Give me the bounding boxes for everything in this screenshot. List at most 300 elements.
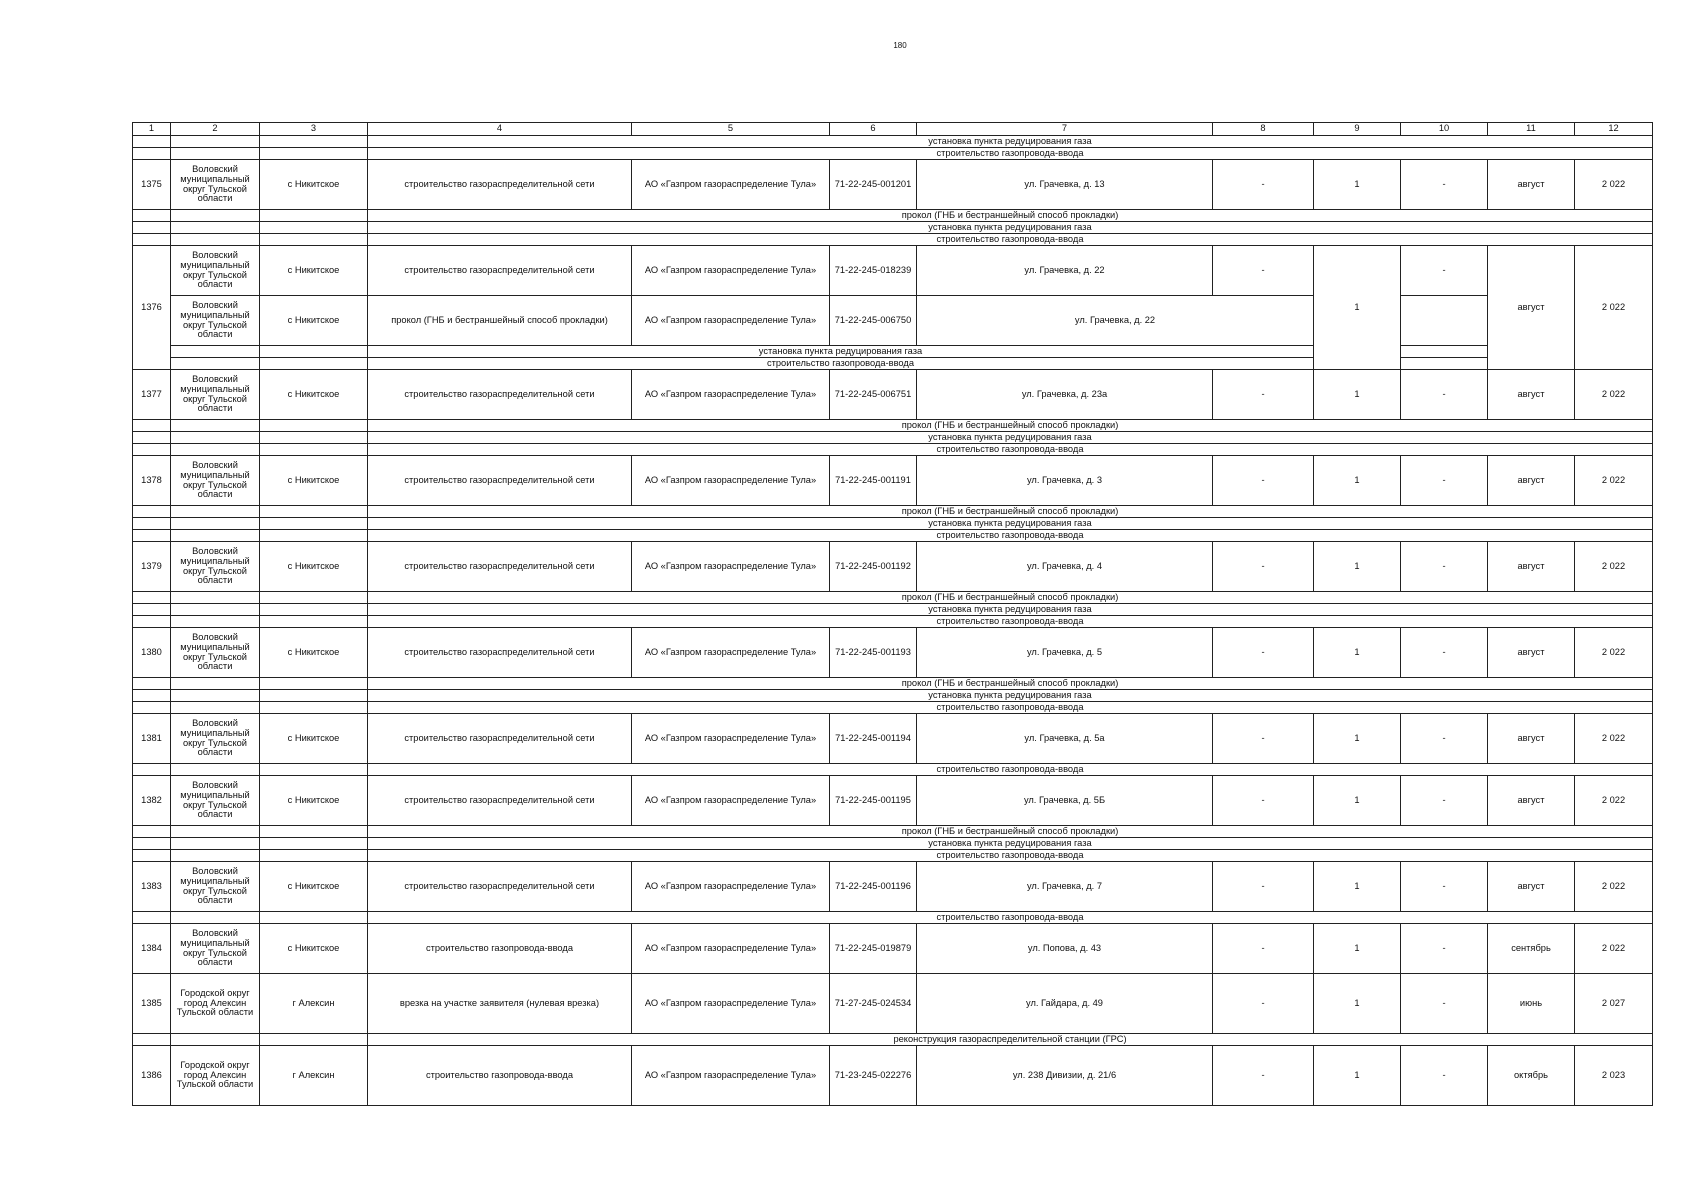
empty-cell (171, 604, 260, 616)
empty-cell (1401, 358, 1488, 370)
cell-col10: - (1401, 776, 1488, 826)
cell-col9: 1 (1314, 542, 1401, 592)
cell-col2: Воловский муниципальный округ Тульской области (171, 776, 260, 826)
cell-col1: 1380 (133, 628, 171, 678)
subitem-text: прокол (ГНБ и бестраншейный способ прокладки) (368, 592, 1653, 604)
cell-col6: 71-22-245-001195 (830, 776, 917, 826)
header-cell: 6 (830, 123, 917, 136)
cell-col1: 1378 (133, 456, 171, 506)
empty-cell (133, 678, 171, 690)
cell-col5: АО «Газпром газораспределение Тула» (632, 296, 830, 346)
empty-cell (171, 148, 260, 160)
empty-cell (171, 826, 260, 838)
subitem-text: строительство газопровода-ввода (368, 530, 1653, 542)
empty-cell (171, 210, 260, 222)
cell-col5: АО «Газпром газораспределение Тула» (632, 776, 830, 826)
empty-cell (260, 678, 368, 690)
cell-col6: 71-22-245-001194 (830, 714, 917, 764)
empty-cell (133, 136, 171, 148)
subitem-text: установка пункта редуцирования газа (368, 518, 1653, 530)
subitem-text: реконструкция газораспределительной станции (ГРС) (368, 1034, 1653, 1046)
cell-col6: 71-22-245-006750 (830, 296, 917, 346)
subitem-row (133, 592, 1653, 604)
empty-cell (260, 702, 368, 714)
cell-col4: строительство газораспределительной сети (368, 862, 632, 912)
cell-col3: с Никитское (260, 542, 368, 592)
subitem-text: установка пункта редуцирования газа (368, 690, 1653, 702)
cell-col9: 1 (1314, 974, 1401, 1034)
cell-col10: - (1401, 1046, 1488, 1106)
subitem-text: установка пункта редуцирования газа (368, 838, 1653, 850)
subitem-row (133, 518, 1653, 530)
cell-col9: 1 (1314, 924, 1401, 974)
empty-cell (133, 838, 171, 850)
cell-col1: 1376 (133, 246, 171, 370)
empty-cell (133, 518, 171, 530)
empty-cell (171, 616, 260, 628)
subitem-row (133, 358, 1653, 370)
empty-cell (260, 420, 368, 432)
empty-cell (1401, 346, 1488, 358)
cell-col1: 1386 (133, 1046, 171, 1106)
table-row (133, 974, 1653, 1034)
cell-col7: ул. Грачевка, д. 7 (917, 862, 1213, 912)
empty-cell (133, 420, 171, 432)
empty-cell (260, 690, 368, 702)
subitem-text: прокол (ГНБ и бестраншейный способ прокладки) (368, 678, 1653, 690)
subitem-row (133, 616, 1653, 628)
empty-cell (171, 678, 260, 690)
cell-col1: 1383 (133, 862, 171, 912)
subitem-row (133, 912, 1653, 924)
cell-col7: ул. Грачевка, д. 5а (917, 714, 1213, 764)
subitem-row (133, 702, 1653, 714)
cell-col8: - (1213, 628, 1314, 678)
table-row (133, 714, 1653, 764)
header-cell: 9 (1314, 123, 1401, 136)
cell-col12: 2 022 (1575, 714, 1653, 764)
cell-col1: 1377 (133, 370, 171, 420)
subitem-row (133, 420, 1653, 432)
cell-col9: 1 (1314, 246, 1401, 370)
cell-col6: 71-23-245-022276 (830, 1046, 917, 1106)
subitem-text: строительство газопровода-ввода (368, 234, 1653, 246)
subitem-text: прокол (ГНБ и бестраншейный способ прокладки) (368, 210, 1653, 222)
subitem-row (133, 444, 1653, 456)
empty-cell (171, 420, 260, 432)
cell-col11: август (1488, 776, 1575, 826)
cell-col1: 1379 (133, 542, 171, 592)
cell-col4: строительство газораспределительной сети (368, 542, 632, 592)
cell-col3: с Никитское (260, 296, 368, 346)
cell-col9: 1 (1314, 862, 1401, 912)
header-cell: 3 (260, 123, 368, 136)
header-cell: 2 (171, 123, 260, 136)
subitem-text: строительство газопровода-ввода (368, 358, 1314, 370)
cell-col2: Воловский муниципальный округ Тульской области (171, 714, 260, 764)
empty-cell (133, 912, 171, 924)
header-cell: 7 (917, 123, 1213, 136)
cell-col7: ул. Грачевка, д. 22 (917, 296, 1314, 346)
cell-col11: август (1488, 628, 1575, 678)
cell-col4: строительство газораспределительной сети (368, 776, 632, 826)
header-row (133, 123, 1653, 136)
empty-cell (260, 210, 368, 222)
table-row (133, 296, 1653, 346)
table-row (133, 160, 1653, 210)
cell-col4: строительство газораспределительной сети (368, 456, 632, 506)
subitem-text: строительство газопровода-ввода (368, 148, 1653, 160)
header-cell: 5 (632, 123, 830, 136)
subitem-row (133, 136, 1653, 148)
cell-col7: ул. Грачевка, д. 5Б (917, 776, 1213, 826)
cell-col11: август (1488, 370, 1575, 420)
subitem-row (133, 604, 1653, 616)
subitem-row (133, 222, 1653, 234)
cell-col7: ул. Грачевка, д. 22 (917, 246, 1213, 296)
empty-cell (133, 1034, 171, 1046)
empty-cell (133, 764, 171, 776)
table-row (133, 246, 1653, 296)
empty-cell (133, 210, 171, 222)
subitem-row (133, 1034, 1653, 1046)
empty-cell (260, 432, 368, 444)
cell-col9: 1 (1314, 714, 1401, 764)
cell-col2: Воловский муниципальный округ Тульской области (171, 542, 260, 592)
empty-cell (260, 616, 368, 628)
cell-col5: АО «Газпром газораспределение Тула» (632, 1046, 830, 1106)
subitem-text: прокол (ГНБ и бестраншейный способ прокладки) (368, 506, 1653, 518)
cell-col12: 2 022 (1575, 246, 1653, 370)
cell-col8: - (1213, 542, 1314, 592)
empty-cell (260, 1034, 368, 1046)
cell-col11: август (1488, 246, 1575, 370)
empty-cell (260, 912, 368, 924)
cell-col10: - (1401, 974, 1488, 1034)
subitem-row (133, 530, 1653, 542)
cell-col12: 2 027 (1575, 974, 1653, 1034)
empty-cell (260, 346, 368, 358)
cell-col11: июнь (1488, 974, 1575, 1034)
cell-col8: - (1213, 456, 1314, 506)
cell-col8: - (1213, 974, 1314, 1034)
empty-cell (171, 764, 260, 776)
cell-col7: ул. Грачевка, д. 4 (917, 542, 1213, 592)
empty-cell (171, 346, 260, 358)
cell-col3: с Никитское (260, 246, 368, 296)
table-row (133, 370, 1653, 420)
cell-col6: 71-22-245-001191 (830, 456, 917, 506)
cell-col1: 1385 (133, 974, 171, 1034)
subitem-row (133, 838, 1653, 850)
cell-col3: с Никитское (260, 714, 368, 764)
cell-col9: 1 (1314, 456, 1401, 506)
empty-cell (260, 764, 368, 776)
subitem-row (133, 432, 1653, 444)
cell-col10: - (1401, 456, 1488, 506)
cell-col6: 71-22-245-001192 (830, 542, 917, 592)
cell-col5: АО «Газпром газораспределение Тула» (632, 456, 830, 506)
empty-cell (260, 826, 368, 838)
cell-col9: 1 (1314, 370, 1401, 420)
cell-col12: 2 022 (1575, 160, 1653, 210)
empty-cell (133, 530, 171, 542)
cell-col1: 1382 (133, 776, 171, 826)
subitem-row (133, 850, 1653, 862)
subitem-row (133, 764, 1653, 776)
subitem-row (133, 506, 1653, 518)
cell-col2: Городской округ город Алексин Тульской области (171, 1046, 260, 1106)
cell-col7: ул. Грачевка, д. 3 (917, 456, 1213, 506)
page-number: 180 (893, 41, 907, 50)
empty-cell (133, 850, 171, 862)
subitem-text: установка пункта редуцирования газа (368, 432, 1653, 444)
header-cell: 1 (133, 123, 171, 136)
table-row (133, 862, 1653, 912)
empty-cell (260, 838, 368, 850)
cell-col8: - (1213, 924, 1314, 974)
cell-col8: - (1213, 1046, 1314, 1106)
cell-col7: ул. 238 Дивизии, д. 21/6 (917, 1046, 1213, 1106)
empty-cell (260, 444, 368, 456)
empty-cell (133, 826, 171, 838)
empty-cell (171, 690, 260, 702)
cell-col5: АО «Газпром газораспределение Тула» (632, 924, 830, 974)
cell-col4: строительство газораспределительной сети (368, 160, 632, 210)
cell-col10: - (1401, 862, 1488, 912)
cell-col5: АО «Газпром газораспределение Тула» (632, 160, 830, 210)
table-row (133, 628, 1653, 678)
cell-col9: 1 (1314, 1046, 1401, 1106)
subitem-text: строительство газопровода-ввода (368, 850, 1653, 862)
cell-col7: ул. Грачевка, д. 13 (917, 160, 1213, 210)
subitem-row (133, 148, 1653, 160)
empty-cell (171, 506, 260, 518)
cell-col2: Воловский муниципальный округ Тульской области (171, 296, 260, 346)
cell-col6: 71-22-245-006751 (830, 370, 917, 420)
table-row (133, 542, 1653, 592)
cell-col6: 71-22-245-001193 (830, 628, 917, 678)
cell-col12: 2 022 (1575, 628, 1653, 678)
subitem-text: установка пункта редуцирования газа (368, 346, 1314, 358)
cell-col10: - (1401, 924, 1488, 974)
cell-col5: АО «Газпром газораспределение Тула» (632, 628, 830, 678)
cell-col6: 71-22-245-018239 (830, 246, 917, 296)
empty-cell (171, 702, 260, 714)
empty-cell (133, 702, 171, 714)
cell-col5: АО «Газпром газораспределение Тула» (632, 542, 830, 592)
cell-col12: 2 023 (1575, 1046, 1653, 1106)
cell-col1: 1384 (133, 924, 171, 974)
cell-col4: строительство газораспределительной сети (368, 246, 632, 296)
cell-col6: 71-27-245-024534 (830, 974, 917, 1034)
subitem-text: установка пункта редуцирования газа (368, 604, 1653, 616)
empty-cell (260, 358, 368, 370)
cell-col12: 2 022 (1575, 456, 1653, 506)
cell-col11: август (1488, 862, 1575, 912)
header-cell: 4 (368, 123, 632, 136)
cell-col9: 1 (1314, 628, 1401, 678)
empty-cell (260, 530, 368, 542)
cell-col10: - (1401, 246, 1488, 296)
empty-cell (171, 432, 260, 444)
cell-col5: АО «Газпром газораспределение Тула» (632, 974, 830, 1034)
cell-col4: строительство газораспределительной сети (368, 370, 632, 420)
subitem-text: прокол (ГНБ и бестраншейный способ прокладки) (368, 420, 1653, 432)
empty-cell (171, 1034, 260, 1046)
subitem-row (133, 826, 1653, 838)
empty-cell (133, 604, 171, 616)
subitem-row (133, 690, 1653, 702)
cell-col11: август (1488, 456, 1575, 506)
cell-col11: октябрь (1488, 1046, 1575, 1106)
empty-cell (260, 148, 368, 160)
register-table (132, 122, 1653, 1106)
cell-col12: 2 022 (1575, 542, 1653, 592)
subitem-row (133, 678, 1653, 690)
empty-cell (171, 530, 260, 542)
cell-col8: - (1213, 370, 1314, 420)
cell-col7: ул. Попова, д. 43 (917, 924, 1213, 974)
cell-col2: Воловский муниципальный округ Тульской области (171, 628, 260, 678)
empty-cell (260, 850, 368, 862)
cell-col3: с Никитское (260, 160, 368, 210)
cell-col3: с Никитское (260, 776, 368, 826)
cell-col6: 71-22-245-001201 (830, 160, 917, 210)
cell-col5: АО «Газпром газораспределение Тула» (632, 246, 830, 296)
cell-col10: - (1401, 370, 1488, 420)
empty-cell (260, 136, 368, 148)
cell-col11: август (1488, 714, 1575, 764)
cell-col10: - (1401, 628, 1488, 678)
empty-cell (1401, 296, 1488, 346)
empty-cell (133, 506, 171, 518)
cell-col7: ул. Грачевка, д. 23а (917, 370, 1213, 420)
cell-col2: Воловский муниципальный округ Тульской области (171, 924, 260, 974)
empty-cell (133, 234, 171, 246)
register-body (133, 123, 1653, 1106)
empty-cell (260, 506, 368, 518)
empty-cell (171, 838, 260, 850)
cell-col10: - (1401, 160, 1488, 210)
cell-col7: ул. Грачевка, д. 5 (917, 628, 1213, 678)
empty-cell (260, 604, 368, 616)
empty-cell (133, 592, 171, 604)
cell-col8: - (1213, 862, 1314, 912)
subitem-text: строительство газопровода-ввода (368, 764, 1653, 776)
empty-cell (171, 358, 260, 370)
empty-cell (133, 148, 171, 160)
cell-col5: АО «Газпром газораспределение Тула» (632, 862, 830, 912)
cell-col3: г Алексин (260, 1046, 368, 1106)
empty-cell (133, 444, 171, 456)
cell-col11: август (1488, 160, 1575, 210)
cell-col8: - (1213, 246, 1314, 296)
subitem-text: прокол (ГНБ и бестраншейный способ прокладки) (368, 826, 1653, 838)
empty-cell (171, 592, 260, 604)
subitem-row (133, 234, 1653, 246)
cell-col4: строительство газораспределительной сети (368, 628, 632, 678)
cell-col10: - (1401, 714, 1488, 764)
cell-col8: - (1213, 776, 1314, 826)
cell-col5: АО «Газпром газораспределение Тула» (632, 714, 830, 764)
table-row (133, 1046, 1653, 1106)
cell-col4: строительство газопровода-ввода (368, 924, 632, 974)
empty-cell (171, 912, 260, 924)
cell-col5: АО «Газпром газораспределение Тула» (632, 370, 830, 420)
cell-col3: г Алексин (260, 974, 368, 1034)
cell-col4: врезка на участке заявителя (нулевая врезка) (368, 974, 632, 1034)
header-cell: 10 (1401, 123, 1488, 136)
cell-col9: 1 (1314, 776, 1401, 826)
subitem-row (133, 210, 1653, 222)
cell-col7: ул. Гайдара, д. 49 (917, 974, 1213, 1034)
cell-col3: с Никитское (260, 924, 368, 974)
subitem-text: установка пункта редуцирования газа (368, 222, 1653, 234)
cell-col3: с Никитское (260, 862, 368, 912)
table-row (133, 456, 1653, 506)
cell-col6: 71-22-245-001196 (830, 862, 917, 912)
cell-col12: 2 022 (1575, 370, 1653, 420)
cell-col2: Воловский муниципальный округ Тульской области (171, 246, 260, 296)
empty-cell (133, 432, 171, 444)
header-cell: 8 (1213, 123, 1314, 136)
empty-cell (133, 222, 171, 234)
cell-col2: Воловский муниципальный округ Тульской области (171, 160, 260, 210)
cell-col11: сентябрь (1488, 924, 1575, 974)
header-cell: 12 (1575, 123, 1653, 136)
cell-col8: - (1213, 160, 1314, 210)
subitem-text: строительство газопровода-ввода (368, 444, 1653, 456)
header-cell: 11 (1488, 123, 1575, 136)
cell-col1: 1381 (133, 714, 171, 764)
table-row (133, 924, 1653, 974)
cell-col2: Воловский муниципальный округ Тульской области (171, 456, 260, 506)
subitem-text: строительство газопровода-ввода (368, 912, 1653, 924)
empty-cell (133, 690, 171, 702)
cell-col4: строительство газораспределительной сети (368, 714, 632, 764)
cell-col12: 2 022 (1575, 776, 1653, 826)
empty-cell (260, 234, 368, 246)
empty-cell (260, 592, 368, 604)
empty-cell (171, 444, 260, 456)
cell-col2: Городской округ город Алексин Тульской области (171, 974, 260, 1034)
cell-col8: - (1213, 714, 1314, 764)
empty-cell (133, 616, 171, 628)
subitem-text: установка пункта редуцирования газа (368, 136, 1653, 148)
empty-cell (171, 850, 260, 862)
empty-cell (260, 518, 368, 530)
subitem-text: строительство газопровода-ввода (368, 616, 1653, 628)
cell-col12: 2 022 (1575, 924, 1653, 974)
cell-col10: - (1401, 542, 1488, 592)
cell-col2: Воловский муниципальный округ Тульской области (171, 862, 260, 912)
empty-cell (171, 136, 260, 148)
cell-col3: с Никитское (260, 370, 368, 420)
cell-col12: 2 022 (1575, 862, 1653, 912)
subitem-row (133, 346, 1653, 358)
cell-col3: с Никитское (260, 456, 368, 506)
cell-col2: Воловский муниципальный округ Тульской области (171, 370, 260, 420)
cell-col1: 1375 (133, 160, 171, 210)
cell-col3: с Никитское (260, 628, 368, 678)
cell-col4: строительство газопровода-ввода (368, 1046, 632, 1106)
cell-col9: 1 (1314, 160, 1401, 210)
table-row (133, 776, 1653, 826)
cell-col4: прокол (ГНБ и бестраншейный способ прокладки) (368, 296, 632, 346)
cell-col6: 71-22-245-019879 (830, 924, 917, 974)
empty-cell (171, 518, 260, 530)
